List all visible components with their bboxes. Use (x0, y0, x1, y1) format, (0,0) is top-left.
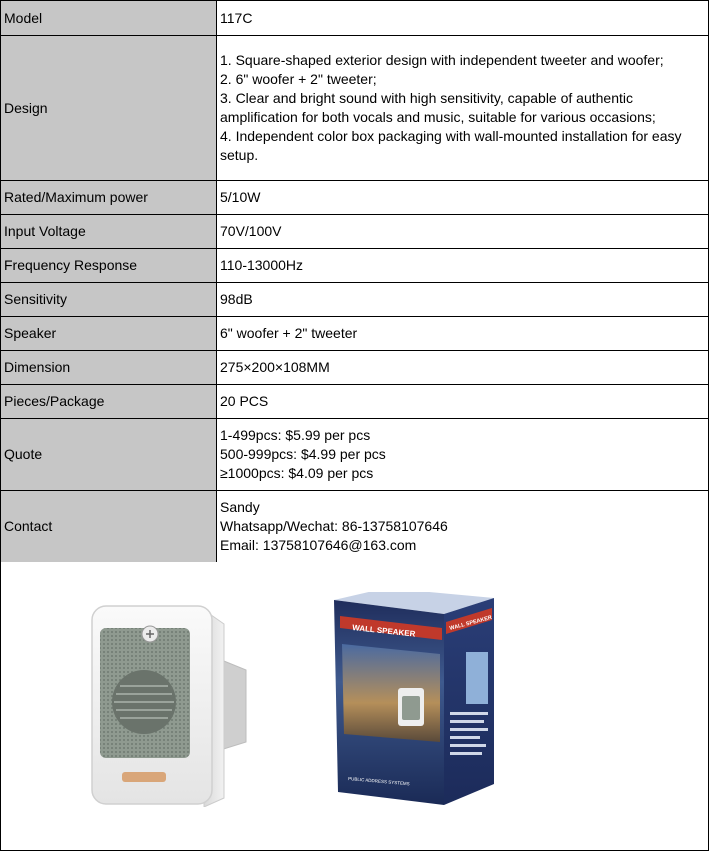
value-line: 70V/100V (220, 223, 282, 239)
value-line: Whatsapp/Wechat: 86-13758107646 (220, 518, 448, 534)
row-value (217, 385, 709, 419)
speaker-photo (86, 602, 256, 807)
value-line: 1-499pcs: $5.99 per pcs (220, 427, 371, 443)
table-row (1, 317, 709, 351)
value-line: 1. Square-shaped exterior design with independent tweeter and woofer; (220, 52, 664, 68)
row-label: Contact (1, 491, 217, 563)
row-label: Pieces/Package (1, 385, 217, 419)
value-line: 500-999pcs: $4.99 per pcs (220, 446, 386, 462)
row-value (217, 181, 709, 215)
row-value (217, 491, 709, 563)
value-line: 98dB (220, 291, 253, 307)
row-label: Speaker (1, 317, 217, 351)
box-front-footer: PUBLIC ADDRESS SYSTEMS (347, 776, 410, 787)
row-value (217, 215, 709, 249)
row-label: Design (1, 36, 217, 181)
row-value (217, 351, 709, 385)
row-value (217, 317, 709, 351)
value-line: 3. Clear and bright sound with high sensitivity, capable of authentic (220, 90, 633, 106)
row-label: Rated/Maximum power (1, 181, 217, 215)
table-row (1, 491, 709, 563)
value-line: setup. (220, 147, 259, 163)
row-label: Quote (1, 419, 217, 491)
box-side-title: WALL SPEAKER (448, 614, 493, 632)
value-line: 20 PCS (220, 393, 269, 409)
table-row (1, 283, 709, 317)
row-value (217, 36, 709, 181)
value-line: 110-13000Hz (220, 257, 304, 273)
value-line: 2. 6" woofer + 2" tweeter; (220, 71, 377, 87)
value-line: 5/10W (220, 189, 261, 205)
value-line: 4. Independent color box packaging with wall-mounted installation for easy (220, 128, 682, 144)
row-label: Model (1, 1, 217, 36)
row-value (217, 1, 709, 36)
box-front-title: WALL SPEAKER (351, 623, 416, 639)
row-value (217, 283, 709, 317)
table-row (1, 181, 709, 215)
table-row (1, 385, 709, 419)
value-line: 6" woofer + 2" tweeter (220, 325, 358, 341)
row-label: Input Voltage (1, 215, 217, 249)
row-label: Dimension (1, 351, 217, 385)
row-value (217, 249, 709, 283)
row-value (217, 419, 709, 491)
value-line: amplification for both vocals and music, suitable for various occasions; (220, 109, 656, 125)
value-line: Sandy (220, 499, 260, 515)
row-label: Sensitivity (1, 283, 217, 317)
value-line: 117C (220, 9, 253, 26)
table-row (1, 419, 709, 491)
row-label: Frequency Response (1, 249, 217, 283)
product-image-panel (0, 562, 709, 851)
table-row (1, 1, 709, 36)
table-row (1, 36, 709, 181)
table-row (1, 249, 709, 283)
table-row (1, 215, 709, 249)
color-box-photo (326, 592, 506, 807)
value-line: 275×200×108MM (220, 359, 330, 375)
value-line: Email: 13758107646@163.com (220, 537, 417, 553)
table-row (1, 351, 709, 385)
value-line: ≥1000pcs: $4.09 per pcs (220, 465, 374, 481)
